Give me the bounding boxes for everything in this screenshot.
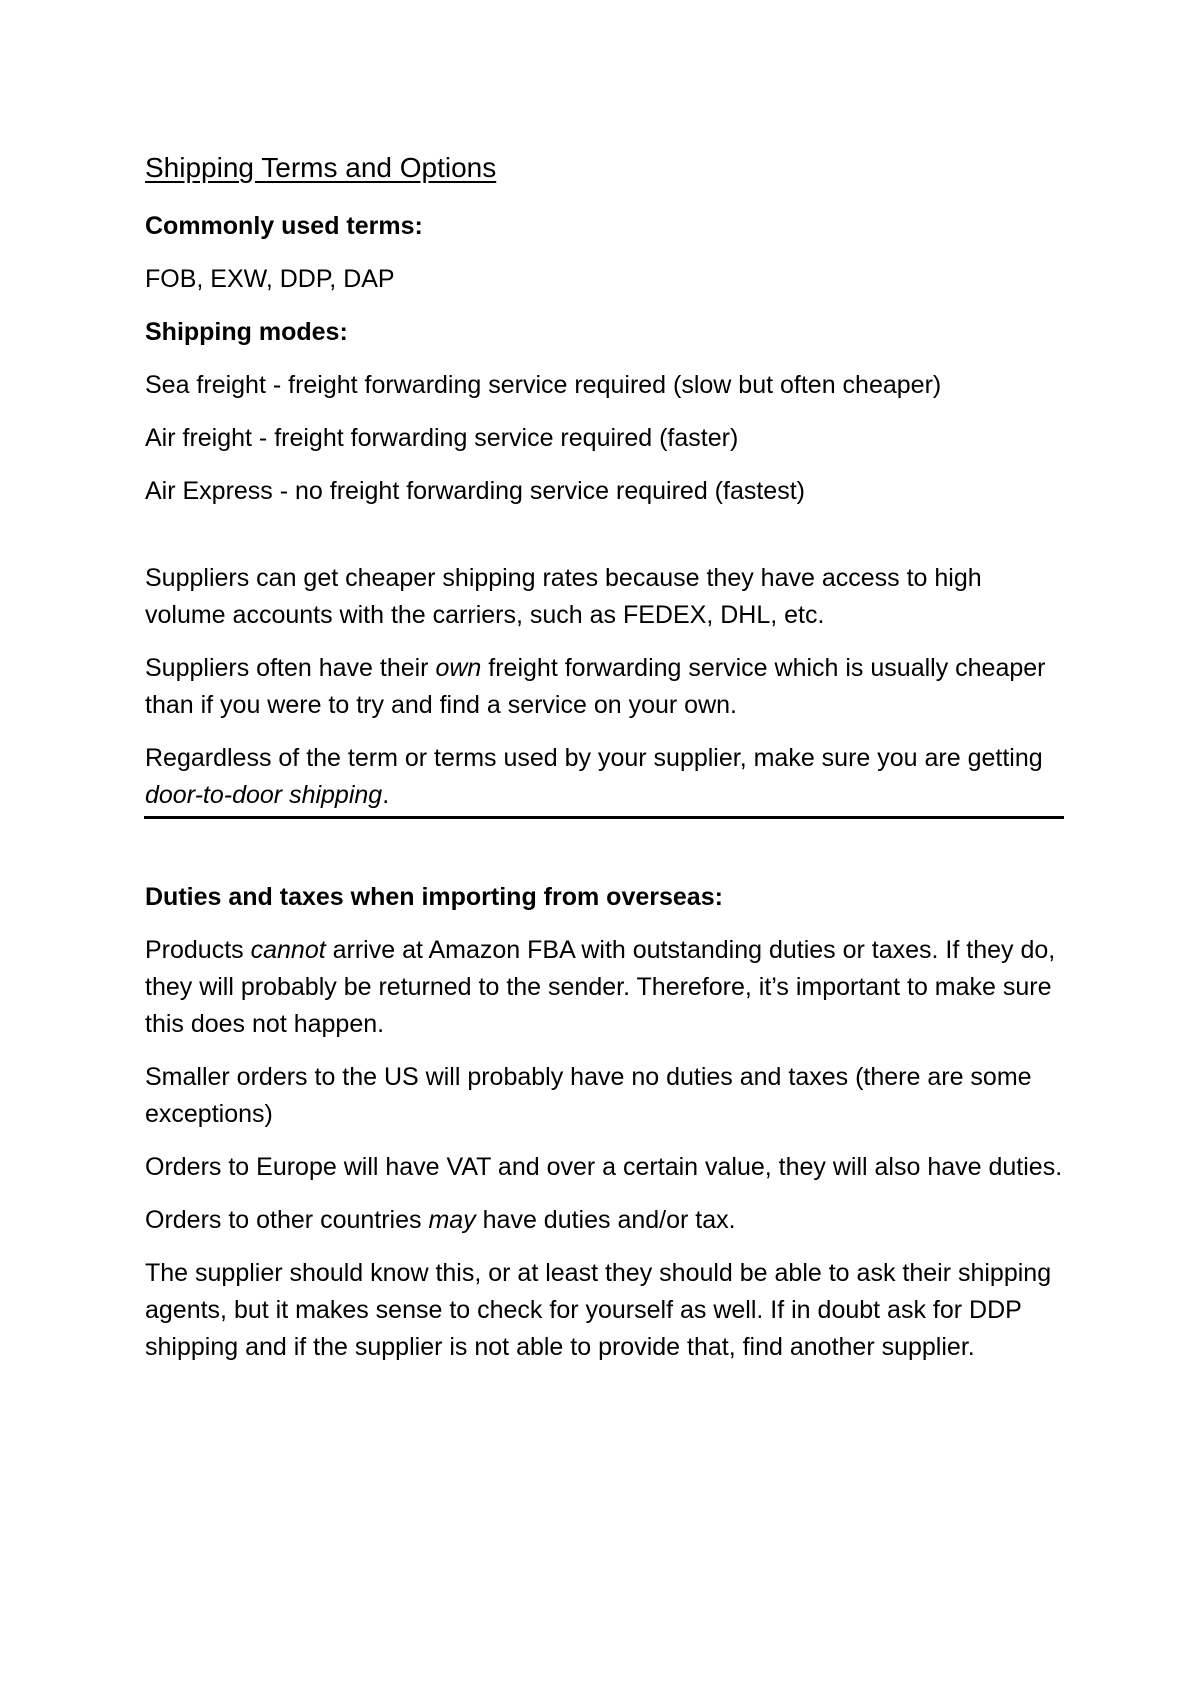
page-title: Shipping Terms and Options: [145, 152, 497, 183]
duties-heading: Duties and taxes when importing from overseas:: [145, 883, 723, 911]
emphasis-door-to-door: door-to-door shipping: [145, 781, 383, 809]
mode-air-freight: Air freight - freight forwarding service required (faster): [145, 424, 739, 452]
mode-air-express: Air Express - no freight forwarding service required (fastest): [145, 477, 805, 505]
paragraph-supplier-rates: Suppliers can get cheaper shipping rates because they have access to high volume accounts with the carriers, such as FEDEX, DHL, etc.: [145, 564, 982, 629]
text-run: arrive at Amazon FBA with outstanding duties or taxes. If they do, they will probably be returned to the sender. Therefore, it’s important to make sure this does not happen.: [145, 936, 1056, 1038]
terms-heading: Commonly used terms:: [145, 212, 423, 240]
modes-heading: Shipping modes:: [145, 318, 348, 346]
text-run: Regardless of the term or terms used by your supplier, make sure you are getting: [145, 744, 1043, 772]
mode-sea-freight: Sea freight - freight forwarding service required (slow but often cheaper): [145, 371, 942, 399]
spacer: [145, 526, 1065, 560]
horizontal-divider: [144, 816, 1064, 819]
text-run: have duties and/or tax.: [475, 1206, 736, 1234]
paragraph-supplier-advice: The supplier should know this, or at least they should be able to ask their shipping agents, but it makes sense to check for yourself as well. If in doubt ask for DDP shipping and if the supplier is not able to provide that, find another supplier.: [145, 1259, 1052, 1361]
emphasis-cannot: cannot: [250, 936, 326, 964]
terms-list: FOB, EXW, DDP, DAP: [145, 265, 395, 293]
paragraph-other-countries: [145, 1202, 1065, 1239]
paragraph-fba-duties: [145, 932, 1065, 1043]
emphasis-may: may: [428, 1206, 476, 1234]
text-run: Suppliers often have their: [145, 654, 436, 682]
paragraph-supplier-forwarding: [145, 650, 1065, 724]
paragraph-europe-orders: Orders to Europe will have VAT and over a certain value, they will also have duties.: [145, 1153, 1063, 1181]
text-run: freight forwarding service which is usually cheaper than if you were to try and find a service on your own.: [145, 654, 1046, 719]
text-run: Orders to other countries: [145, 1206, 429, 1234]
document-page: [145, 148, 1065, 1382]
paragraph-us-orders: Smaller orders to the US will probably have no duties and taxes (there are some exceptions): [145, 1063, 1032, 1128]
text-run: .: [382, 781, 390, 809]
emphasis-own: own: [435, 654, 482, 682]
paragraph-door-to-door: [145, 740, 1065, 814]
text-run: Products: [145, 936, 251, 964]
